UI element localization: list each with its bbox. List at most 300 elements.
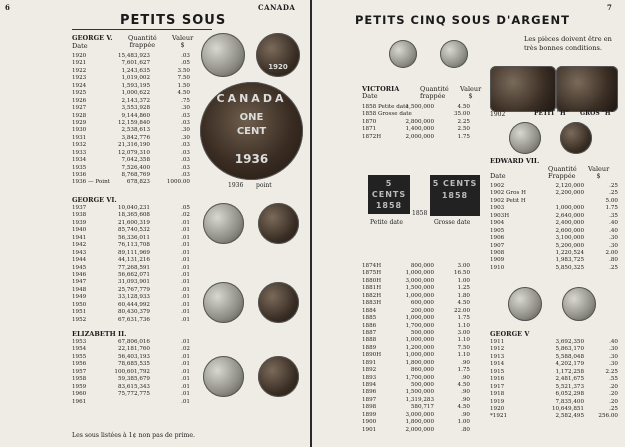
coin-george-vi-reverse-2 [258, 282, 299, 323]
cell-value: .03 [181, 142, 190, 149]
cell-quantity: 83,615,343 [117, 383, 150, 390]
table-row [72, 354, 190, 361]
table-row [362, 397, 470, 404]
cell-quantity: 2,640,000 [555, 212, 584, 219]
coin-edward-obverse [509, 122, 541, 154]
coin-elizabeth-reverse [258, 356, 299, 397]
running-head: CANADA [258, 3, 296, 12]
cell-date: 1903H [490, 212, 510, 219]
cell-quantity: 100,601,792 [114, 368, 150, 375]
cell-date: 1919 [490, 398, 505, 405]
table-row [72, 242, 190, 249]
caption-point: point [256, 182, 272, 189]
table-row [72, 309, 190, 316]
cell-value: 1.50 [177, 82, 190, 89]
cell-quantity: 7,042,358 [121, 157, 150, 164]
cell-value: .03 [181, 172, 190, 178]
cell-date: 1915 [490, 368, 505, 375]
table-row [72, 361, 190, 368]
cell-value: 1.75 [457, 133, 470, 140]
table-row [362, 404, 470, 411]
table-row [72, 302, 190, 309]
table-row [72, 127, 190, 134]
cell-date: 1858 Grosse date [362, 111, 412, 118]
cell-value: .01 [181, 242, 190, 249]
coin-edward-reverse [560, 122, 592, 154]
title-rule [72, 29, 212, 30]
cell-date: 1881H [362, 285, 382, 292]
cell-value: .01 [181, 257, 190, 264]
table-row [72, 399, 190, 406]
table-row [490, 265, 618, 272]
cell-date: 1884 [362, 307, 377, 314]
cell-date: 1911 [490, 339, 505, 345]
table-row [362, 419, 470, 426]
table-row [362, 323, 470, 330]
caption-petite-date: Petite date [370, 219, 403, 226]
edward-header-value: Valeur $ [588, 165, 610, 180]
coin-1936-large [200, 82, 303, 180]
cell-date: 1896 [362, 389, 377, 396]
table-row [72, 339, 190, 346]
cell-date: 1953 [72, 339, 87, 345]
section-victoria: VICTORIA [362, 85, 400, 93]
coin-year-label: 1920 [268, 63, 288, 71]
table-row [72, 60, 190, 67]
cell-quantity: 5,863,170 [555, 346, 584, 353]
cell-date: 1960 [72, 391, 87, 398]
cell-value: .05 [181, 60, 190, 67]
cell-date: 1908 [490, 249, 505, 256]
cell-quantity: 1,800,000 [405, 419, 434, 426]
coin-george-v-silver-obverse [508, 287, 542, 321]
cell-date: 1929 [72, 119, 87, 126]
big-coin-one: ONE [239, 112, 264, 123]
cell-quantity: 21,316,190 [117, 142, 150, 149]
cell-date: 1899 [362, 411, 377, 418]
table-row [362, 389, 470, 396]
cell-value: .01 [181, 309, 190, 316]
cell-value: 1.10 [457, 337, 470, 344]
table-row [72, 294, 190, 301]
cell-date: 1949 [72, 294, 87, 301]
cell-quantity: 75,772,775 [117, 391, 150, 398]
table-row [490, 376, 618, 383]
cell-value: 22.00 [453, 307, 470, 314]
table-row [490, 399, 618, 406]
table-row [72, 212, 190, 219]
cell-quantity: 678,823 [126, 179, 150, 186]
table-row [72, 369, 190, 376]
cell-quantity: 500,000 [410, 329, 434, 336]
cell-quantity: 1,593,195 [121, 82, 150, 89]
cell-date: 1870 [362, 118, 377, 125]
cell-quantity: 10,040,231 [117, 205, 150, 211]
table-row [72, 165, 190, 172]
table-row [362, 104, 470, 111]
cell-value: 2.25 [457, 118, 470, 125]
cell-date: 1898 [362, 404, 377, 411]
table-row [362, 263, 470, 270]
table-row [362, 345, 470, 352]
cell-quantity: 580,717 [410, 404, 434, 411]
cell-quantity: 2,800,000 [405, 118, 434, 125]
cell-date: 1894 [362, 382, 377, 388]
cell-date: 1886 [362, 322, 377, 329]
cell-value: .01 [181, 353, 190, 360]
table-row [72, 68, 190, 75]
section-george-v: GEORGE V. [72, 34, 113, 42]
table-row [362, 337, 470, 344]
coin-george-v-obverse [201, 33, 245, 77]
cell-date: 1902 Gros H [490, 190, 527, 197]
cell-date: 1924 [72, 82, 87, 89]
caption-1858: 1858 [412, 210, 428, 217]
victoria-header-value: Valeur $ [460, 85, 482, 100]
cell-value: .40 [609, 227, 618, 234]
cell-value: .01 [181, 376, 190, 383]
cell-quantity: 6,052,298 [555, 391, 584, 398]
table-row [362, 134, 470, 141]
cell-quantity: 60,444,992 [117, 301, 150, 308]
cell-date: 1940 [72, 227, 87, 234]
table-row [72, 105, 190, 112]
cell-value: .25 [609, 183, 618, 189]
table-elizabeth-ii [72, 339, 190, 406]
victoria-header-quantity: Quantité frappée [420, 85, 449, 100]
cell-quantity: 7,601,627 [121, 60, 150, 67]
cell-date: 1961 [72, 398, 87, 405]
table-victoria-part1 [362, 104, 470, 141]
coin-george-vi-reverse [258, 203, 299, 244]
cell-value: 256.00 [598, 413, 618, 420]
cell-date: 1925 [72, 90, 87, 97]
table-row [362, 126, 470, 133]
table-row [490, 205, 618, 212]
cell-quantity: 3,553,928 [121, 105, 150, 112]
table-row [490, 413, 618, 420]
cell-value: 1.00 [457, 277, 470, 284]
coin-elizabeth-obverse [203, 356, 244, 397]
table-row [72, 391, 190, 398]
table-row [72, 172, 190, 179]
cell-quantity: 3,692,350 [555, 339, 584, 345]
footnote-left: Les sous listées à 1¢ non pas de prime. [72, 432, 195, 439]
edward-header-quantity: Quantité Frappée [548, 165, 577, 180]
cell-date: 1936 — Point [72, 179, 110, 186]
col-header-value: Valeur $ [172, 34, 194, 49]
cell-date: 1959 [72, 383, 87, 390]
cell-value: .20 [609, 383, 618, 390]
cell-quantity: 2,000,000 [405, 426, 434, 433]
cell-quantity: 5,850,325 [555, 264, 584, 271]
table-row [72, 220, 190, 227]
cell-quantity: 18,365,608 [117, 212, 150, 219]
cell-quantity: 2,120,000 [555, 183, 584, 189]
cell-date: 1880H [362, 277, 382, 284]
cell-value: .40 [609, 220, 618, 227]
cell-date: 1904 [490, 220, 505, 227]
cell-value: .80 [461, 426, 470, 433]
cell-value: .90 [461, 359, 470, 366]
coin-victoria-reverse [440, 40, 468, 68]
cell-quantity: 1,400,000 [405, 126, 434, 133]
cell-date: 1950 [72, 301, 87, 308]
coin-george-vi-obverse-2 [203, 282, 244, 323]
cell-value: .05 [181, 205, 190, 211]
table-row [490, 339, 618, 346]
caption-petit-h: PETIT "H" [534, 110, 569, 117]
table-row [72, 384, 190, 391]
cell-value: .03 [181, 53, 190, 59]
cell-quantity: 1,800,000 [405, 359, 434, 366]
table-row [490, 391, 618, 398]
cell-quantity: 800,000 [410, 263, 434, 269]
cell-value: 1.75 [457, 315, 470, 322]
table-row [72, 90, 190, 97]
cell-quantity: 3,000,000 [405, 277, 434, 284]
cell-quantity: 1,700,000 [405, 374, 434, 381]
cell-quantity: 59,385,679 [117, 376, 150, 383]
cell-quantity: 2,400,000 [555, 220, 584, 227]
cell-date: 1920 [72, 53, 87, 59]
table-row [490, 384, 618, 391]
table-row [362, 412, 470, 419]
cell-date: 1872H [362, 133, 382, 140]
table-row [72, 287, 190, 294]
cell-value: .01 [181, 219, 190, 226]
page-title-right: PETITS CINQ SOUS D'ARGENT [355, 13, 570, 27]
cell-date: 1943 [72, 249, 87, 256]
table-row [72, 205, 190, 212]
left-page [0, 0, 310, 447]
table-row [490, 235, 618, 242]
cell-date: 1906 [490, 235, 505, 242]
cell-date: 1958 [72, 376, 87, 383]
cell-value: 1.75 [457, 367, 470, 374]
cell-quantity: 1,000,000 [405, 337, 434, 344]
cell-date: 1885 [362, 315, 377, 322]
cell-quantity: 2,582,495 [555, 413, 584, 420]
table-george-v [72, 53, 190, 187]
table-row [362, 278, 470, 285]
cell-quantity: 33,128,933 [117, 294, 150, 301]
cell-value: 4.50 [177, 90, 190, 97]
caption-grosse-date: Grosse date [434, 219, 471, 226]
coin-george-v-reverse [256, 33, 300, 77]
edward-header-date: Date [490, 172, 506, 180]
table-row [490, 369, 618, 376]
cell-date: 1941 [72, 234, 87, 241]
cell-quantity: 85,740,532 [117, 227, 150, 234]
cell-value: 2.50 [457, 126, 470, 133]
cell-quantity: 1,000,000 [405, 292, 434, 299]
cell-date: 1914 [490, 361, 505, 368]
cell-quantity: 56,662,071 [117, 271, 150, 278]
section-elizabeth-ii: ELIZABETH II. [72, 330, 127, 338]
table-row [72, 265, 190, 272]
cell-date: 1902 Petit H [490, 197, 526, 204]
cell-date: 1858 Petite date [362, 104, 409, 110]
cell-date: 1910 [490, 264, 505, 271]
cell-quantity: 1,000,000 [405, 270, 434, 277]
cell-value: .01 [181, 264, 190, 271]
table-edward-vii [490, 183, 618, 272]
cell-quantity: 1,019,002 [121, 75, 150, 82]
cell-date: 1871 [362, 126, 377, 133]
stamp-petite-date: 5 CENTS 1858 [368, 175, 410, 214]
cell-quantity: 1,200,000 [405, 344, 434, 351]
cell-quantity: 1,220,524 [555, 249, 584, 256]
caption-gros-h: GROS "H" [580, 110, 614, 117]
cell-date: 1917 [490, 383, 505, 390]
table-row [490, 257, 618, 264]
cell-quantity: 3,842,776 [121, 134, 150, 141]
cell-value: .01 [181, 316, 190, 323]
cell-quantity: 77,268,591 [117, 264, 150, 271]
cell-quantity: 44,131,216 [117, 257, 150, 264]
section-george-v-right: GEORGE V [490, 330, 530, 338]
cell-date: 1952 [72, 316, 87, 323]
cell-quantity: 1,500,000 [405, 389, 434, 396]
cell-quantity: 1,000,000 [405, 315, 434, 322]
cell-value: 1.80 [457, 292, 470, 299]
coin-victoria-obverse [389, 40, 417, 68]
stamp-grosse-date: 5 CENTS 1858 [430, 175, 480, 216]
table-row [72, 179, 190, 186]
cell-date: 1947 [72, 279, 87, 286]
cell-value: .90 [461, 389, 470, 396]
cell-date: 1892 [362, 367, 377, 374]
cell-quantity: 12,079,310 [117, 149, 150, 156]
cell-date: 1954 [72, 346, 87, 353]
table-row [362, 367, 470, 374]
cell-date: 1887 [362, 329, 377, 336]
cell-value: 1.00 [457, 419, 470, 426]
intro-text: Les pièces doivent être en très bonnes conditions. [524, 35, 612, 52]
table-row [362, 308, 470, 315]
cell-value: .90 [461, 374, 470, 381]
cell-date: 1942 [72, 242, 87, 249]
cell-value: 5.00 [605, 197, 618, 204]
table-row [362, 375, 470, 382]
table-row [72, 227, 190, 234]
cell-value: .01 [181, 301, 190, 308]
cell-quantity: 2,200,000 [555, 190, 584, 197]
cell-date: 1907 [490, 242, 505, 249]
cell-date: 1882H [362, 292, 382, 299]
cell-value: .03 [181, 119, 190, 126]
cell-value: 16.50 [453, 270, 470, 277]
cell-quantity: 76,113,708 [117, 242, 150, 249]
table-victoria-part2 [362, 263, 470, 434]
cell-value: .40 [609, 339, 618, 345]
cell-value: .03 [181, 149, 190, 156]
cell-quantity: 67,806,016 [117, 339, 150, 345]
table-row [490, 198, 618, 205]
cell-value: .25 [609, 264, 618, 271]
cell-date: 1935 [72, 164, 87, 171]
cell-value: 1.75 [605, 205, 618, 212]
cell-quantity: 31,093,901 [117, 279, 150, 286]
cell-date: 1926 [72, 97, 87, 104]
cell-date: 1920 [490, 405, 505, 412]
table-row [72, 279, 190, 286]
cell-value: .03 [181, 112, 190, 119]
cell-quantity: 2,143,372 [121, 97, 150, 104]
table-row [362, 300, 470, 307]
table-row [362, 315, 470, 322]
cell-date: 1902 [490, 183, 505, 189]
victoria-header-date: Date [362, 92, 378, 100]
cell-quantity: 860,000 [410, 367, 434, 374]
cell-value: 4.50 [457, 382, 470, 388]
cell-date: 1913 [490, 353, 505, 360]
cell-value: 3.00 [457, 263, 470, 269]
cell-value: .01 [181, 286, 190, 293]
cell-value: .01 [181, 271, 190, 278]
cell-date: 1930 [72, 127, 87, 134]
table-row [362, 293, 470, 300]
cell-value: 1000.00 [166, 179, 190, 186]
cell-date: 1891 [362, 359, 377, 366]
cell-quantity: 5,521,373 [555, 383, 584, 390]
table-row [490, 354, 618, 361]
cell-value: 7.50 [177, 75, 190, 82]
cell-value: .03 [181, 164, 190, 171]
coin-1902-closeup-petit [490, 66, 556, 112]
cell-quantity: 56,403,193 [117, 353, 150, 360]
cell-quantity: 89,111,969 [117, 249, 150, 256]
cell-date: 1933 [72, 149, 87, 156]
cell-date: 1874H [362, 263, 382, 269]
coin-george-v-silver-reverse [562, 287, 596, 321]
cell-value: .01 [181, 383, 190, 390]
table-row [490, 183, 618, 190]
cell-value: .25 [609, 190, 618, 197]
cell-quantity: 8,768,769 [121, 172, 150, 178]
cell-quantity: 10,649,851 [551, 405, 584, 412]
table-row [72, 250, 190, 257]
page-number-left: 6 [5, 3, 10, 12]
table-row [72, 142, 190, 149]
table-row [490, 213, 618, 220]
cell-date: 1948 [72, 286, 87, 293]
cell-value: 1.10 [457, 322, 470, 329]
cell-value: .30 [609, 235, 618, 242]
cell-quantity: 15,483,923 [117, 53, 150, 59]
table-row [490, 361, 618, 368]
big-coin-canada: CANADA [216, 92, 287, 105]
cell-date: 1918 [490, 391, 505, 398]
cell-quantity: 22,181,760 [117, 346, 150, 353]
cell-value: 3.50 [177, 67, 190, 74]
cell-date: 1945 [72, 264, 87, 271]
cell-date: 1951 [72, 309, 87, 316]
cell-value: .02 [181, 346, 190, 353]
cell-value: .01 [181, 368, 190, 375]
table-row [362, 352, 470, 359]
cell-value: 1.10 [457, 352, 470, 359]
cell-quantity: 67,631,736 [117, 316, 150, 323]
table-row [72, 75, 190, 82]
cell-value: 2.25 [605, 368, 618, 375]
cell-date: 1931 [72, 134, 87, 141]
caption-1936: 1936 [228, 182, 244, 189]
cell-value: .30 [181, 105, 190, 112]
coin-george-vi-obverse [203, 203, 244, 244]
table-row [72, 376, 190, 383]
